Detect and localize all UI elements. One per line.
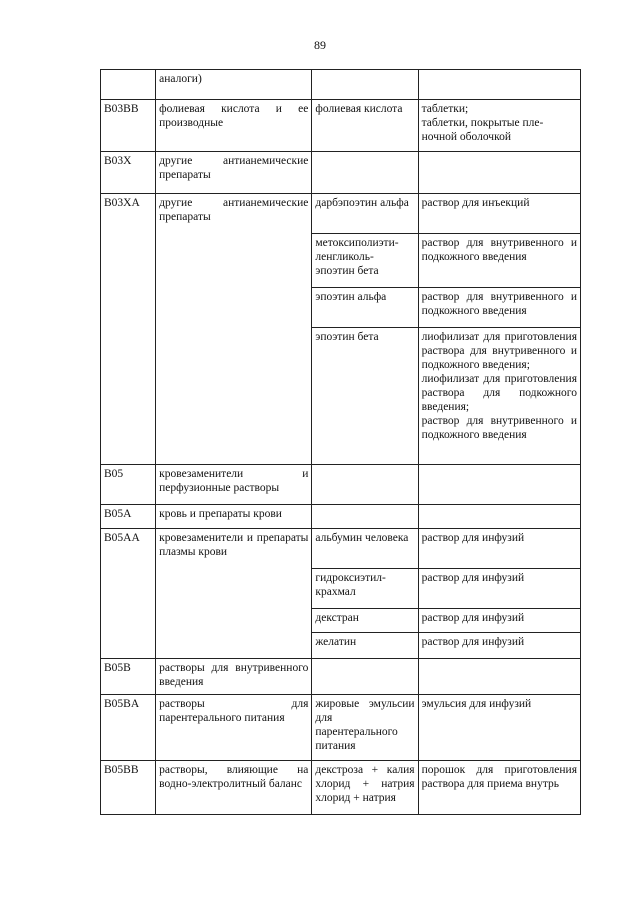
drug-name-cell: желатин — [312, 633, 418, 659]
dosage-form-cell: эмульсия для инфузий — [418, 695, 580, 761]
group-name-cell: растворы, влияющие на водно-электролитный баланс — [156, 761, 312, 815]
drug-name-cell: фолиевая кислота — [312, 100, 418, 152]
group-name-cell: кровезаменители и препараты плазмы крови — [156, 529, 312, 659]
atc-code-cell: B05BA — [101, 695, 156, 761]
drug-name-cell: эпоэтин альфа — [312, 288, 418, 328]
table-row — [101, 465, 581, 505]
table-row — [101, 194, 581, 234]
dosage-form-cell: раствор для внутривенного и подкожного введения — [418, 234, 580, 288]
table-row — [101, 659, 581, 695]
atc-code-cell: B05AA — [101, 529, 156, 659]
table-row — [101, 100, 581, 152]
drug-name-cell — [312, 465, 418, 505]
table-row — [101, 70, 581, 100]
drug-name-cell — [312, 70, 418, 100]
atc-code-cell: B05BB — [101, 761, 156, 815]
dosage-form-cell: таблетки; таблетки, покрытые пле- ночной оболочкой — [418, 100, 580, 152]
drug-name-cell: декстроза + калия хлорид + натрия хлорид + натрия — [312, 761, 418, 815]
dosage-form-cell: порошок для приготовления раствора для приема внутрь — [418, 761, 580, 815]
dosage-form-cell: раствор для инфузий — [418, 529, 580, 569]
drug-name-cell: эпоэтин бета — [312, 328, 418, 465]
dosage-form-cell: раствор для инъекций — [418, 194, 580, 234]
atc-code-cell: B03XA — [101, 194, 156, 465]
table-row — [101, 695, 581, 761]
dosage-form-cell — [418, 659, 580, 695]
drug-name-cell: гидроксиэтил- крахмал — [312, 569, 418, 609]
atc-code-cell: B05A — [101, 505, 156, 529]
drug-name-cell — [312, 152, 418, 194]
dosage-form-cell: раствор для инфузий — [418, 633, 580, 659]
drug-list-table — [100, 69, 581, 815]
atc-code-cell — [101, 70, 156, 100]
dosage-form-cell — [418, 70, 580, 100]
group-name-cell: другие антианемические препараты — [156, 152, 312, 194]
table-row — [101, 152, 581, 194]
dosage-form-cell: раствор для внутривенного и подкожного введения — [418, 288, 580, 328]
dosage-form-cell — [418, 465, 580, 505]
drug-name-cell: альбумин человека — [312, 529, 418, 569]
group-name-cell: растворы для парентерального питания — [156, 695, 312, 761]
dosage-form-cell: раствор для инфузий — [418, 609, 580, 633]
group-name-cell: кровь и препараты крови — [156, 505, 312, 529]
dosage-form-cell — [418, 505, 580, 529]
drug-name-cell — [312, 505, 418, 529]
group-name-cell: кровезаменители и перфузионные растворы — [156, 465, 312, 505]
drug-name-cell: дарбэпоэтин альфа — [312, 194, 418, 234]
atc-code-cell: B05 — [101, 465, 156, 505]
page-number: 89 — [314, 38, 326, 52]
group-name-cell: другие антианемические препараты — [156, 194, 312, 465]
atc-code-cell: B03BB — [101, 100, 156, 152]
drug-name-cell: жировые эмульсии для парентерального питания — [312, 695, 418, 761]
drug-name-cell — [312, 659, 418, 695]
atc-code-cell: B03X — [101, 152, 156, 194]
dosage-form-cell — [418, 152, 580, 194]
group-name-cell: фолиевая кислота и ее производные — [156, 100, 312, 152]
drug-name-cell: декстран — [312, 609, 418, 633]
table-row — [101, 505, 581, 529]
atc-code-cell: B05B — [101, 659, 156, 695]
group-name-cell: аналоги) — [156, 70, 312, 100]
dosage-form-cell: лиофилизат для приготовления раствора для внутривенного и подкожного введения; лиофилизат для приготовления раствора для подкожного введения; раствор для внутривенного и подкожного введения — [418, 328, 580, 465]
table-row — [101, 529, 581, 569]
table-row — [101, 761, 581, 815]
drug-name-cell: метоксиполиэти- ленгликоль- эпоэтин бета — [312, 234, 418, 288]
dosage-form-cell: раствор для инфузий — [418, 569, 580, 609]
group-name-cell: растворы для внутривенного введения — [156, 659, 312, 695]
